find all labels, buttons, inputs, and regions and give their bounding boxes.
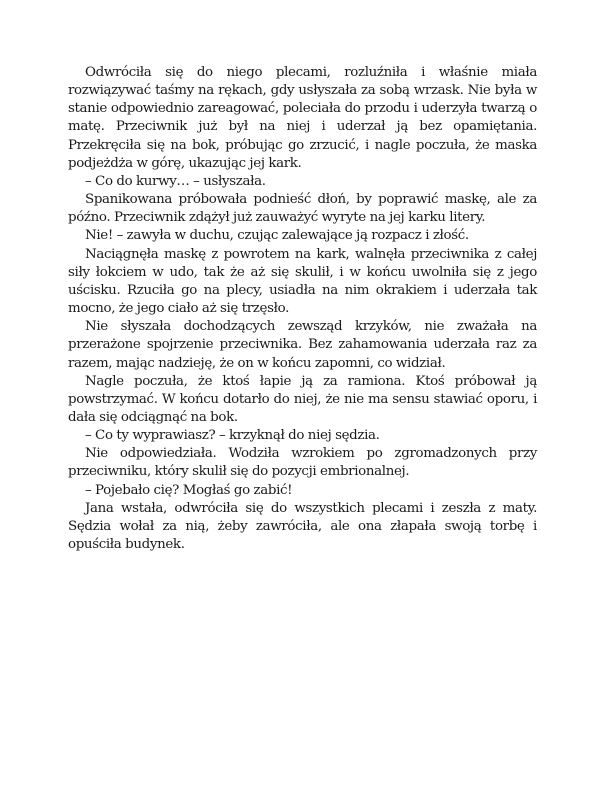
paragraph-6: Nie słyszała dochodzących zewsząd krzyków, nie zważała na przerażone spojrzenie przeciwnika. Bez zahamowania uderzała raz za razem, mając nadzieję, że on w końcu zapomni, co widział. — [68, 319, 537, 371]
paragraph-8: – Co ty wyprawiasz? – krzyknął do niej sędzia. — [85, 428, 380, 444]
paragraph-9: Nie odpowiedziała. Wodziła wzrokiem po zgromadzonych przy przeciwniku, który skulił się do pozycji embrionalnej. — [68, 446, 537, 480]
paragraph-3: Spanikowana próbowała podnieść dłoń, by poprawić maskę, ale za późno. Przeciwnik zdążył już zauważyć wyryte na jej karku litery. — [68, 192, 537, 226]
paragraph-10: – Pojebało cię? Mogłaś go zabić! — [85, 482, 293, 498]
paragraph-4: Nie! – zawyła w duchu, czując zalewające ją rozpacz i złość. — [85, 228, 469, 244]
paragraph-7: Nagle poczuła, że ktoś łapie ją za ramiona. Ktoś próbował ją powstrzymać. W końcu dotarło do niej, że nie ma sensu stawiać oporu, i dała się odciągnąć na bok. — [68, 373, 537, 425]
paragraph-2: – Co do kurwy… – usłyszała. — [85, 173, 266, 189]
paragraph-1: Odwróciła się do niego plecami, rozluźniła i właśnie miała rozwiązywać taśmy na rękach, gdy usłyszała za sobą wrzask. Nie była w stanie odpowiednio zareagować, poleciała do przodu i uderzyła twarzą o matę. Przeciwnik już był na niej i uderzał ją bez opamiętania. Przekręciła się na bok, próbując go zrzucić, i nagle poczuła, że maska podjeżdża w górę, ukazując jej kark. — [68, 65, 537, 171]
paragraph-5: Naciągnęła maskę z powrotem na kark, walnęła przeciwnika z całej siły łokciem w udo, tak że aż się skulił, i w końcu uwolniła się z jego uścisku. Rzuciła go na plecy, usiadła na nim okrakiem i uderzała tak mocno, że jego ciało aż się trzęsło. — [68, 246, 537, 317]
body-text — [68, 64, 537, 554]
paragraph-11: Jana wstała, odwróciła się do wszystkich plecami i zeszła z maty. Sędzia wołał za nią, żeby zawróciła, ale ona złapała swoją torbę i opuściła budynek. — [68, 500, 537, 553]
